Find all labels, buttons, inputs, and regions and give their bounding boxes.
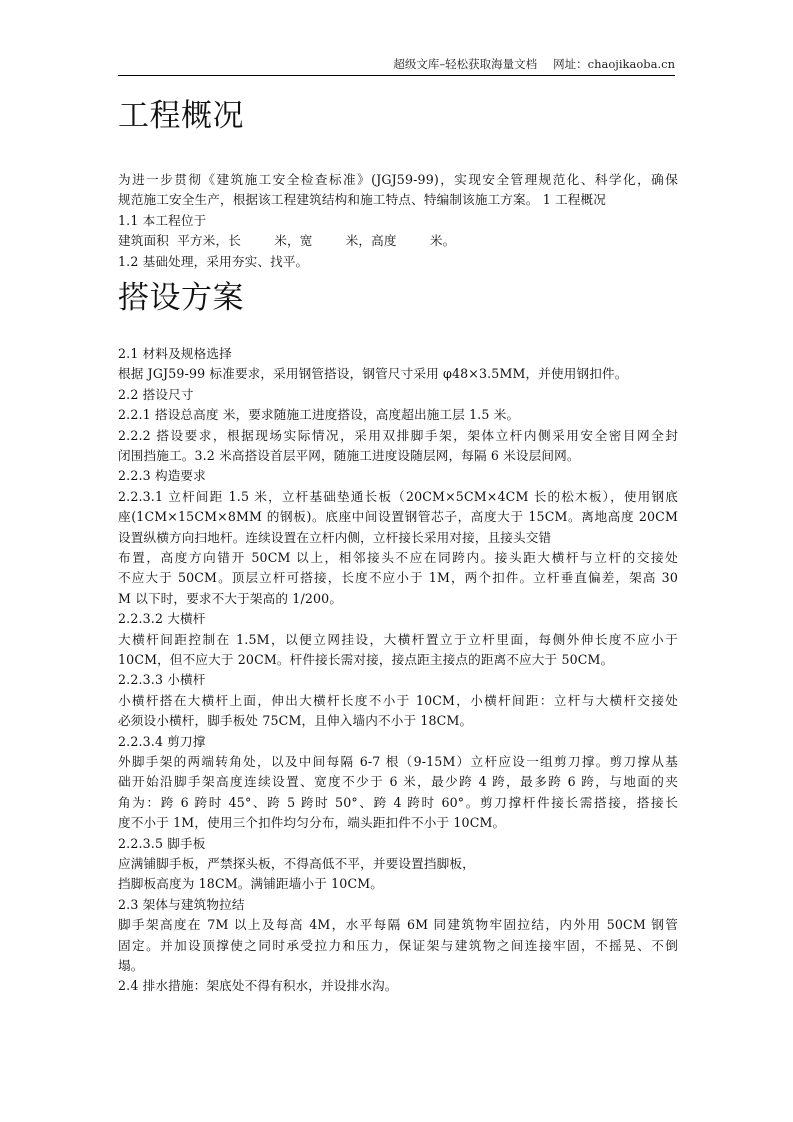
paragraph-line: 10CM，但不应大于 20CM。杆件接长需对接，接点距主接点的距离不应大于 50CM。	[118, 652, 614, 668]
subheading-2-2-3-3: 2.2.3.3 小横杆	[118, 672, 206, 688]
header-site-name: 超级文库–轻松获取海量文档	[393, 57, 538, 71]
section-body-overview	[118, 170, 678, 272]
paragraph-line: 建筑面积 平方米，长 米，宽 米，高度 米。	[118, 233, 456, 249]
paragraph-line: 座(1CM×15CM×8MM 的钢板)。底座中间设置钢管芯子，高度大于 15CM。离地高度 20CM	[118, 509, 678, 525]
paragraph-line: 规范施工安全生产，根据该工程建筑结构和施工特点、特编制该施工方案。 1 工程概况	[118, 192, 606, 208]
paragraph-line: 根据 JGJ59-99 标准要求，采用钢管搭设，钢管尺寸采用 φ48×3.5MM，并使用钢扣件。	[118, 366, 628, 382]
paragraph-line: 角为：跨 6 跨时 45°、跨 5 跨时 50°、跨 4 跨时 60°。剪刀撑杆件接长需搭接，搭接长	[118, 794, 678, 810]
paragraph-line: 外脚手架的两端转角处，以及中间每隔 6-7 根（9-15M）立杆应设一组剪刀撑。剪刀撑从基	[118, 754, 678, 770]
paragraph-line: 小横杆搭在大横杆上面，伸出大横杆长度不小于 10CM，小横杆间距：立杆与大横杆交接处	[118, 692, 678, 708]
paragraph-line: M 以下时，要求不大于架高的 1/200。	[118, 590, 343, 606]
paragraph-line: 2.2.3.1 立杆间距 1.5 米，立杆基础垫通长板（20CM×5CM×4CM 长的松木板），使用钢底	[118, 488, 678, 504]
paragraph-line: 为进一步贯彻《建筑施工安全检查标准》(JGJ59-99)，实现安全管理规范化、科学化，确保	[118, 172, 678, 187]
paragraph-line: 不应大于 50CM。顶层立杆可搭接，长度不应小于 1M，两个扣件。立杆垂直偏差，架高 30	[118, 570, 678, 586]
paragraph-line: 2.2.1 搭设总高度 米，要求随施工进度搭设，高度超出施工层 1.5 米。	[118, 407, 520, 423]
subheading-2-2-3-5: 2.2.3.5 脚手板	[118, 835, 206, 851]
subheading-2-2-3: 2.2.3 构造要求	[118, 468, 206, 484]
paragraph-line: 2.2.2 搭设要求，根据现场实际情况，采用双排脚手架，架体立杆内侧采用安全密目网全封	[118, 427, 678, 443]
paragraph-line: 度不小于 1M，使用三个扣件均匀分布，端头距扣件不小于 10CM。	[118, 815, 506, 831]
section-title-overview: 工程概况	[118, 98, 244, 134]
paragraph-line: 设置纵横方向扫地杆。连续设置在立杆内侧，立杆接长采用对接，且接头交错	[118, 529, 552, 545]
subheading-2-2: 2.2 搭设尺寸	[118, 386, 194, 402]
paragraph-line: 础开始沿脚手架高度连续设置、宽度不少于 6 米，最少跨 4 跨，最多跨 6 跨，与地面的夹	[118, 774, 678, 790]
subheading-2-4: 2.4 排水措施：架底处不得有积水，并设排水沟。	[118, 978, 398, 994]
document-body	[118, 90, 678, 997]
paragraph-line: 必须设小横杆，脚手板处 75CM，且伸入墙内不小于 18CM。	[118, 713, 473, 729]
subheading-1-1: 1.1 本工程位于	[118, 212, 207, 228]
paragraph-line: 脚手架高度在 7M 以上及每高 4M，水平每隔 6M 同建筑物牢固拉结，内外用 50CM 钢管	[118, 917, 678, 933]
section-body-scaffold-plan	[118, 344, 678, 997]
paragraph-line: 挡脚板高度为 18CM。满铺距墙小于 10CM。	[118, 876, 384, 892]
paragraph-line: 固定。并加设顶撑使之同时承受拉力和压力，保证架与建筑物之间连接牢固，不摇晃、不倒	[118, 937, 678, 953]
paragraph-line: 应满铺脚手板，严禁探头板，不得高低不平，并要设置挡脚板，	[118, 856, 475, 872]
page-header	[118, 55, 675, 76]
subheading-1-2: 1.2 基础处理，采用夯实、找平。	[118, 253, 309, 269]
subheading-2-1: 2.1 材料及规格选择	[118, 346, 232, 362]
paragraph-line: 闭围挡施工。3.2 米高搭设首层平网，随施工进度设随层网，每隔 6 米设层间网。	[118, 448, 580, 464]
subheading-2-3: 2.3 架体与建筑物拉结	[118, 896, 245, 912]
header-url: 网址：chaojikaoba.cn	[553, 57, 675, 71]
paragraph-line: 布置，高度方向错开 50CM 以上，相邻接头不应在同跨内。接头距大横杆与立杆的交接处	[118, 550, 678, 566]
subheading-2-2-3-4: 2.2.3.4 剪刀撑	[118, 733, 206, 749]
paragraph-line: 塌。	[118, 958, 144, 974]
subheading-2-2-3-2: 2.2.3.2 大横杆	[118, 611, 206, 627]
section-title-scaffold-plan: 搭设方案	[118, 280, 244, 317]
paragraph-line: 大横杆间距控制在 1.5M，以便立网挂设，大横杆置立于立杆里面，每侧外伸长度不应小于	[118, 631, 678, 647]
